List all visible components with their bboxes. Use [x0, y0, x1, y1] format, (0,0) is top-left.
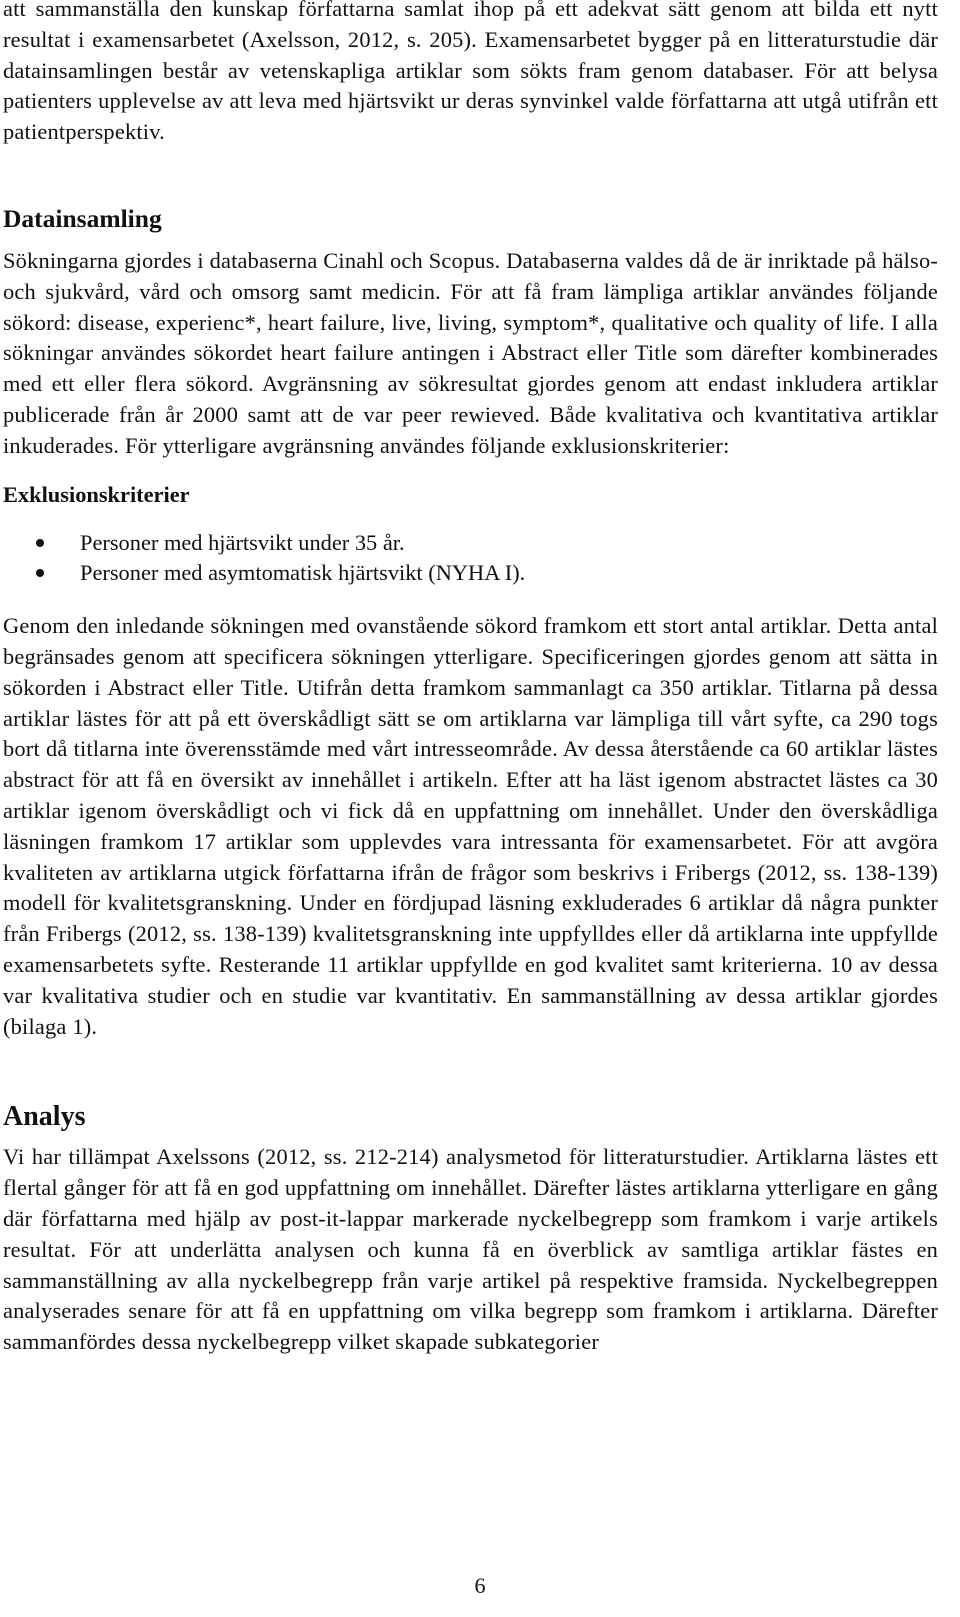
- heading-exklusionskriterier: Exklusionskriterier: [3, 481, 190, 507]
- list-item: [3, 528, 938, 559]
- paragraph-sokning: Genom den inledande sökningen med ovanstående sökord framkom ett stort antal artiklar. Detta antal begränsades genom att specificera sökningen ytterligare. Specificeringen gjordes genom att sätta in sökorden i Abstract eller Title. Utifrån detta framkom sammanlagt ca 350 artiklar. Titlarna på dessa artiklar lästes för att på ett överskådligt sätt se om artiklarna var lämpliga till vårt syfte, ca 290 togs bort då titlarna inte överensstämde med vårt intresseområde. Av dessa återstående ca 60 artiklar lästes abstract för att få en översikt av innehållet i artikeln. Efter att ha läst igenom abstractet lästes ca 30 artiklar igenom överskådligt och vi fick då en uppfattning om innehållet. Under den överskådliga läsningen framkom 17 artiklar som upplevdes vara intressanta för examensarbetet. För att avgöra kvaliteten av artiklarna utgick författarna ifrån de frågor som beskrivs i Fribergs (2012, ss. 138-139) modell för kvalitetsgranskning. Under en fördjupad läsning exkluderades 6 artiklar då några punkter från Fribergs (2012, ss. 138-139) kvalitetsgranskning inte uppfylldes eller då artiklarna inte uppfyllde examensarbetets syfte. Resterande 11 artiklar uppfyllde en god kvalitet samt kriterierna. 10 av dessa var kvalitativa studier och en studie var kvantitativ. En sammanställning av dessa artiklar gjordes (bilaga 1).: [3, 613, 938, 1039]
- bullet-icon: [36, 539, 44, 547]
- heading-datainsamling: Datainsamling: [3, 203, 162, 233]
- exclusion-criteria-list: [3, 528, 938, 590]
- bullet-icon: [36, 569, 44, 577]
- paragraph-datainsamling: Sökningarna gjordes i databaserna Cinahl och Scopus. Databaserna valdes då de är inriktade på hälso- och sjukvård, vård och omsorg samt medicin. För att få fram lämpliga artiklar användes följande sökord: disease, experienc*, heart failure, live, living, symptom*, qualitative och quality of life. I alla sökningar användes sökordet heart failure antingen i Abstract eller Title som därefter kombinerades med ett eller flera sökord. Avgränsning av sökresultat gjordes genom att endast inkludera artiklar publicerade från år 2000 samt att de var peer rewieved. Både kvalitativa och kvantitativa artiklar inkuderades. För ytterligare avgränsning användes följande exklusionskriterier:: [3, 247, 938, 458]
- list-item-text: Personer med hjärtsvikt under 35 år.: [80, 529, 405, 555]
- heading-analys: Analys: [3, 1101, 86, 1133]
- list-item-text: Personer med asymtomatisk hjärtsvikt (NYHA I).: [80, 560, 526, 586]
- paragraph-analys: Vi har tillämpat Axelssons (2012, ss. 212-214) analysmetod för litteraturstudier. Artiklarna lästes ett flertal gånger för att få en god uppfattning om innehållet. Därefter lästes artiklarna ytterligare en gång där författarna med hjälp av post-it-lappar markerade nyckelbegrepp som framkom i varje artikels resultat. För att underlätta analysen och kunna få en överblick av samtliga artiklar fästes en sammanställning av alla nyckelbegrepp från varje artikel på respektive framsida. Nyckelbegreppen analyserades senare för att få en uppfattning om vilka begrepp som framkom i artiklarna. Därefter sammanfördes dessa nyckelbegrepp vilket skapade subkategorier: [3, 1144, 938, 1355]
- page-number: 6: [474, 1573, 486, 1598]
- list-item: [3, 558, 938, 589]
- paragraph-intro: att sammanställa den kunskap författarna samlat ihop på ett adekvat sätt genom att bilda ett nytt resultat i examensarbetet (Axelsson, 2012, s. 205). Examensarbetet bygger på en litteraturstudie där datainsamlingen består av vetenskapliga artiklar som sökts fram genom databaser. För att belysa patienters upplevelse av att leva med hjärtsvikt ur deras synvinkel valde författarna att utgå utifrån ett patientperspektiv.: [3, 0, 938, 145]
